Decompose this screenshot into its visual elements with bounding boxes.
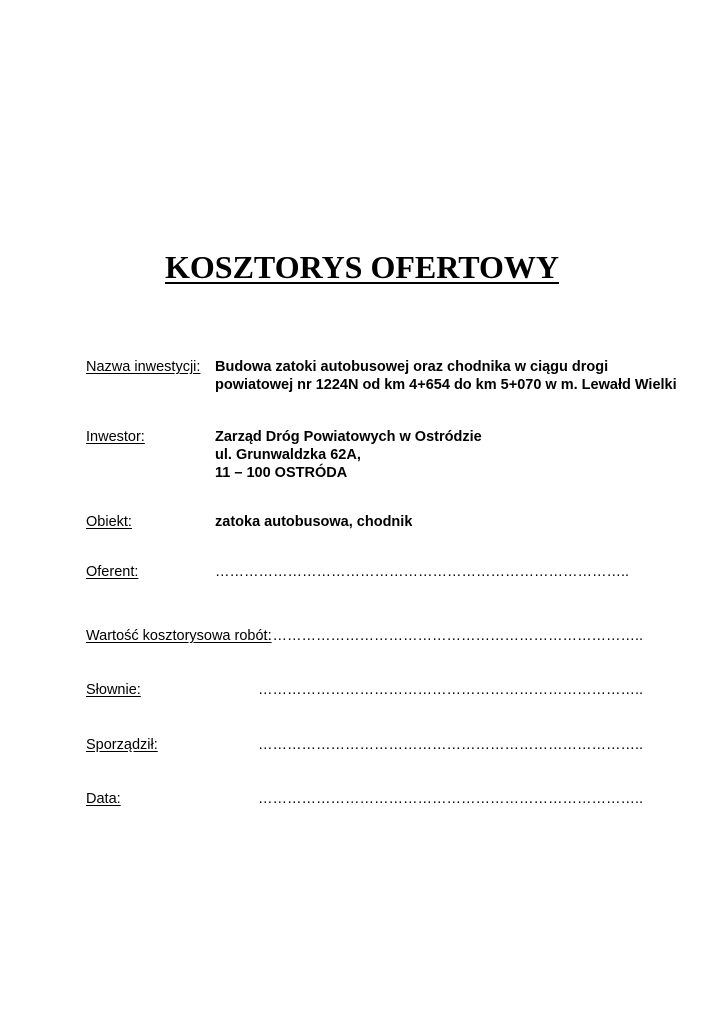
sporzadzil-label: Sporządził: — [86, 737, 158, 753]
document-title — [0, 249, 724, 285]
document-title-text: KOSZTORYS OFERTOWY — [165, 249, 559, 285]
inwestor-line-1: Zarząd Dróg Powiatowych w Ostródzie — [215, 429, 482, 445]
slownie-label: Słownie: — [86, 682, 141, 698]
data-label: Data: — [86, 791, 121, 807]
data-placeholder: …………………………………………………………………….. — [258, 791, 644, 807]
oferent-label: Oferent: — [86, 564, 139, 580]
oferent-placeholder: ………………………………………………………………………….. — [215, 564, 630, 580]
wartosc-kosztorysowa-label: Wartość kosztorysowa robót: — [86, 628, 272, 644]
inwestor-line-2: ul. Grunwaldzka 62A, — [215, 447, 361, 463]
obiekt-value: zatoka autobusowa, chodnik — [215, 514, 413, 530]
inwestor-value — [215, 428, 482, 482]
slownie-placeholder: …………………………………………………………………….. — [258, 682, 644, 698]
nazwa-inwestycji-line-1: Budowa zatoki autobusowej oraz chodnika w ciągu drogi — [215, 359, 609, 375]
obiekt-label: Obiekt: — [86, 514, 132, 530]
inwestor-line-3: 11 – 100 OSTRÓDA — [215, 465, 348, 481]
wartosc-kosztorysowa-placeholder: …………………………………………………………………….. — [258, 628, 644, 644]
nazwa-inwestycji-label: Nazwa inwestycji: — [86, 359, 201, 375]
inwestor-label: Inwestor: — [86, 429, 145, 445]
sporzadzil-placeholder: …………………………………………………………………….. — [258, 737, 644, 753]
nazwa-inwestycji-value — [215, 358, 677, 394]
nazwa-inwestycji-line-2: powiatowej nr 1224N od km 4+654 do km 5+070 w m. Lewałd Wielki — [215, 377, 677, 393]
